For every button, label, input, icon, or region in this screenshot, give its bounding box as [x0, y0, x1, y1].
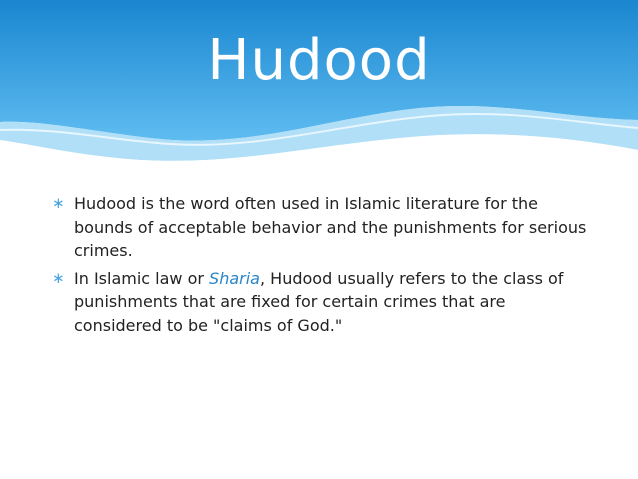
asterisk-icon: ∗ [52, 268, 65, 287]
bullet-list [52, 192, 592, 341]
bullet-text: Hudood is the word often used in Islamic literature for the bounds of acceptable behavior and the punishments for serious crimes. [74, 194, 587, 260]
bullet-text-end: , Hudood usually refers to the class of punishments that are fixed for certain crimes that are considered to be "claims of God." [74, 268, 564, 335]
sharia-link[interactable]: Sharia [209, 268, 260, 288]
bullet-text-start: In Islamic law or [74, 268, 210, 288]
title-banner [0, 0, 638, 190]
slide-title: Hudood [207, 28, 431, 93]
asterisk-icon: ∗ [52, 194, 65, 212]
bullet-item [52, 192, 592, 263]
bullet-item [52, 267, 592, 338]
